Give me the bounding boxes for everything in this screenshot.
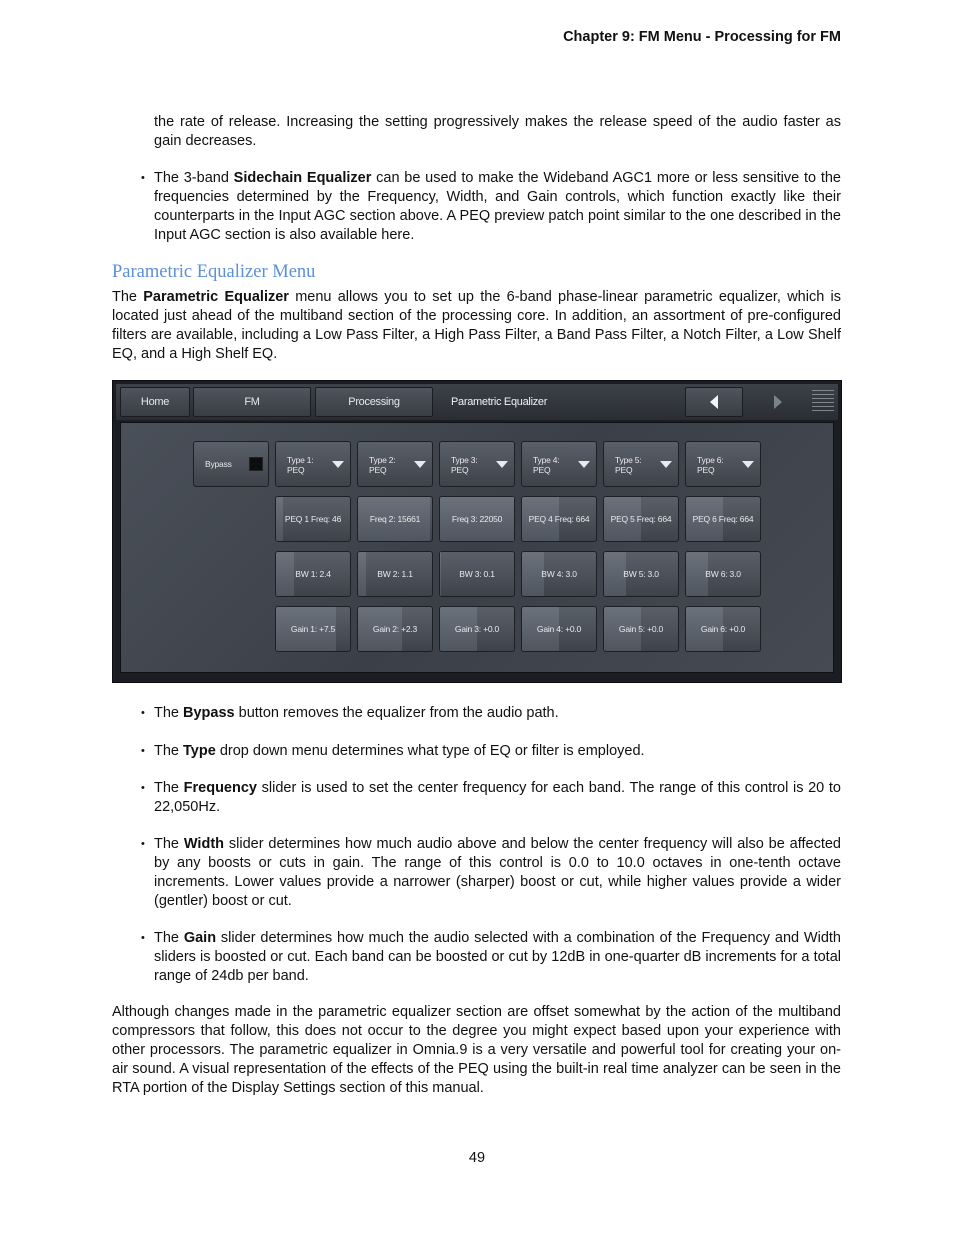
- para-pre: The: [112, 289, 144, 305]
- bypass-label: Bypass: [205, 459, 232, 469]
- freq-slider-2[interactable]: [357, 496, 433, 542]
- nav-bar: [116, 384, 838, 420]
- forward-arrow-button[interactable]: [756, 387, 800, 417]
- peq-screenshot: [112, 380, 842, 683]
- bullet-post: slider determines how much the audio selected with a combination of the Frequency and Width sliders is boosted or cut. Each band can be boosted or cut by 12dB in one-quarter dB increments for a total range of 24db per band.: [154, 930, 841, 984]
- bullet-pre: The: [154, 836, 184, 852]
- slider-label: Gain 2: +2.3: [372, 624, 418, 634]
- bw-slider-5[interactable]: [603, 551, 679, 597]
- gain-slider-1[interactable]: [275, 606, 351, 652]
- right-arrow-icon: [772, 394, 784, 410]
- type-label: Type 5: PEQ: [615, 455, 642, 475]
- freq-slider-1[interactable]: [275, 496, 351, 542]
- type-dropdown-1[interactable]: [275, 441, 351, 487]
- bullet-pre: The 3-band: [154, 170, 234, 186]
- bullet-pre: The: [154, 780, 184, 796]
- slider-label: BW 5: 3.0: [623, 569, 659, 579]
- gain-slider-4[interactable]: [521, 606, 597, 652]
- type-label: Type 6: PEQ: [697, 455, 724, 475]
- bullet-bold: Frequency: [183, 780, 257, 796]
- slider-label: PEQ 6 Freq: 664: [692, 514, 754, 524]
- back-arrow-button[interactable]: [685, 387, 743, 417]
- slider-label: PEQ 5 Freq: 664: [610, 514, 672, 524]
- nav-home-button[interactable]: Home: [120, 387, 190, 417]
- chevron-down-icon: [578, 461, 590, 468]
- slider-label: BW 1: 2.4: [295, 569, 331, 579]
- gain-slider-2[interactable]: [357, 606, 433, 652]
- type-label: Type 4: PEQ: [533, 455, 560, 475]
- type-dropdown-4[interactable]: [521, 441, 597, 487]
- slider-label: Gain 6: +0.0: [700, 624, 746, 634]
- slider-label: Freq 3: 22050: [451, 514, 503, 524]
- gain-slider-3[interactable]: [439, 606, 515, 652]
- bullet-post: drop down menu determines what type of EQ or filter is employed.: [215, 743, 645, 759]
- bullet-pre: The: [154, 743, 184, 759]
- gain-slider-6[interactable]: [685, 606, 761, 652]
- para-bold: Parametric Equalizer: [143, 289, 289, 305]
- nav-title: Parametric Equalizer: [451, 396, 548, 408]
- freq-slider-6[interactable]: [685, 496, 761, 542]
- slider-label: Gain 5: +0.0: [618, 624, 664, 634]
- slider-label: PEQ 1 Freq: 46: [284, 514, 342, 524]
- slider-label: Gain 4: +0.0: [536, 624, 582, 634]
- eq-workspace: [120, 422, 834, 673]
- frequency-bullet: [154, 779, 841, 817]
- left-arrow-icon: [708, 394, 720, 410]
- bw-slider-2[interactable]: [357, 551, 433, 597]
- freq-slider-3[interactable]: [439, 496, 515, 542]
- slider-label: BW 6: 3.0: [705, 569, 741, 579]
- bullet-post: button removes the equalizer from the audio path.: [234, 705, 559, 721]
- bullet-bold: Width: [183, 836, 225, 852]
- bullet-post: slider is used to set the center frequency for each band. The range of this control is 20 to 22,050Hz.: [154, 780, 842, 815]
- para-post: menu allows you to set up the 6-band phase-linear parametric equalizer, which is located just ahead of the multiband section of the processing core. In addition, an assortment of pre-configured filters are available, including a Low Pass Filter, a High Pass Filter, a Band Pass Filter, a Notch Filter, a Low Shelf EQ, and a High Shelf EQ.: [112, 289, 841, 362]
- menu-icon[interactable]: [812, 390, 834, 414]
- bullet-bold: Gain: [183, 930, 217, 946]
- chevron-down-icon: [660, 461, 672, 468]
- bullet-bold: Sidechain Equalizer: [233, 170, 372, 186]
- bullet-post: slider determines how much audio above and below the center frequency will also be affected by any boosts or cuts in gain. The range of this control is 0.0 to 10.0 octaves in one-tenth octave increments. Lower values provide a narrower (sharper) boost or cut, while higher values provide a wider (gentler) boost or cut.: [154, 836, 842, 909]
- type-label: Type 1: PEQ: [287, 455, 314, 475]
- type-bullet: [154, 742, 841, 761]
- bullet-post: can be used to make the Wideband AGC1 more or less sensitive to the frequencies determined by the Frequency, Width, and Gain controls, which function exactly like their counterparts in the Input AGC section above. A PEQ preview patch point similar to the one described in the Input AGC section is also available here.: [154, 170, 841, 243]
- bullet-bold: Type: [183, 743, 216, 759]
- type-label: Type 2: PEQ: [369, 455, 396, 475]
- slider-label: BW 2: 1.1: [377, 569, 413, 579]
- page-number: 49: [468, 1150, 486, 1166]
- width-bullet: [154, 835, 841, 911]
- chevron-down-icon: [332, 461, 344, 468]
- type-dropdown-5[interactable]: [603, 441, 679, 487]
- bw-slider-3[interactable]: [439, 551, 515, 597]
- bullet-bold: Bypass: [183, 705, 235, 721]
- closing-paragraph: Although changes made in the parametric equalizer section are offset somewhat by the action of the multiband compressors that follow, this does not occur to the degree you might expect based upon your experience with other processors. The parametric equalizer in Omnia.9 is a very versatile and powerful tool for creating your on-air sound. A visual representation of the effects of the PEQ using the built-in real time analyzer can be seen in the RTA portion of the Display Settings section of this manual.: [112, 1004, 841, 1096]
- chevron-down-icon: [742, 461, 754, 468]
- type-dropdown-6[interactable]: [685, 441, 761, 487]
- sidechain-bullet: [154, 169, 841, 245]
- gain-bullet: [154, 929, 841, 986]
- chapter-header: Chapter 9: FM Menu - Processing for FM: [563, 29, 841, 45]
- slider-label: BW 3: 0.1: [459, 569, 495, 579]
- bypass-button[interactable]: [193, 441, 269, 487]
- gain-slider-5[interactable]: [603, 606, 679, 652]
- slider-label: BW 4: 3.0: [541, 569, 577, 579]
- nav-processing-button[interactable]: Processing: [315, 387, 433, 417]
- chevron-down-icon: [414, 461, 426, 468]
- bw-slider-6[interactable]: [685, 551, 761, 597]
- section-paragraph: [112, 288, 841, 364]
- bw-slider-4[interactable]: [521, 551, 597, 597]
- bypass-checkbox[interactable]: [249, 457, 263, 471]
- type-dropdown-2[interactable]: [357, 441, 433, 487]
- nav-fm-button[interactable]: FM: [193, 387, 311, 417]
- bullet-pre: The: [154, 705, 184, 721]
- slider-label: Gain 1: +7.5: [290, 624, 336, 634]
- freq-slider-4[interactable]: [521, 496, 597, 542]
- bullet-pre: The: [154, 930, 184, 946]
- type-label: Type 3: PEQ: [451, 455, 478, 475]
- slider-label: PEQ 4 Freq: 664: [528, 514, 590, 524]
- bypass-bullet: [154, 704, 841, 723]
- section-title: Parametric Equalizer Menu: [112, 262, 316, 282]
- intro-paragraph: the rate of release. Increasing the setting progressively makes the release speed of the audio faster as gain decreases.: [154, 114, 841, 149]
- chevron-down-icon: [496, 461, 508, 468]
- slider-label: Gain 3: +0.0: [454, 624, 500, 634]
- freq-slider-5[interactable]: [603, 496, 679, 542]
- bw-slider-1[interactable]: [275, 551, 351, 597]
- type-dropdown-3[interactable]: [439, 441, 515, 487]
- slider-label: Freq 2: 15661: [369, 514, 421, 524]
